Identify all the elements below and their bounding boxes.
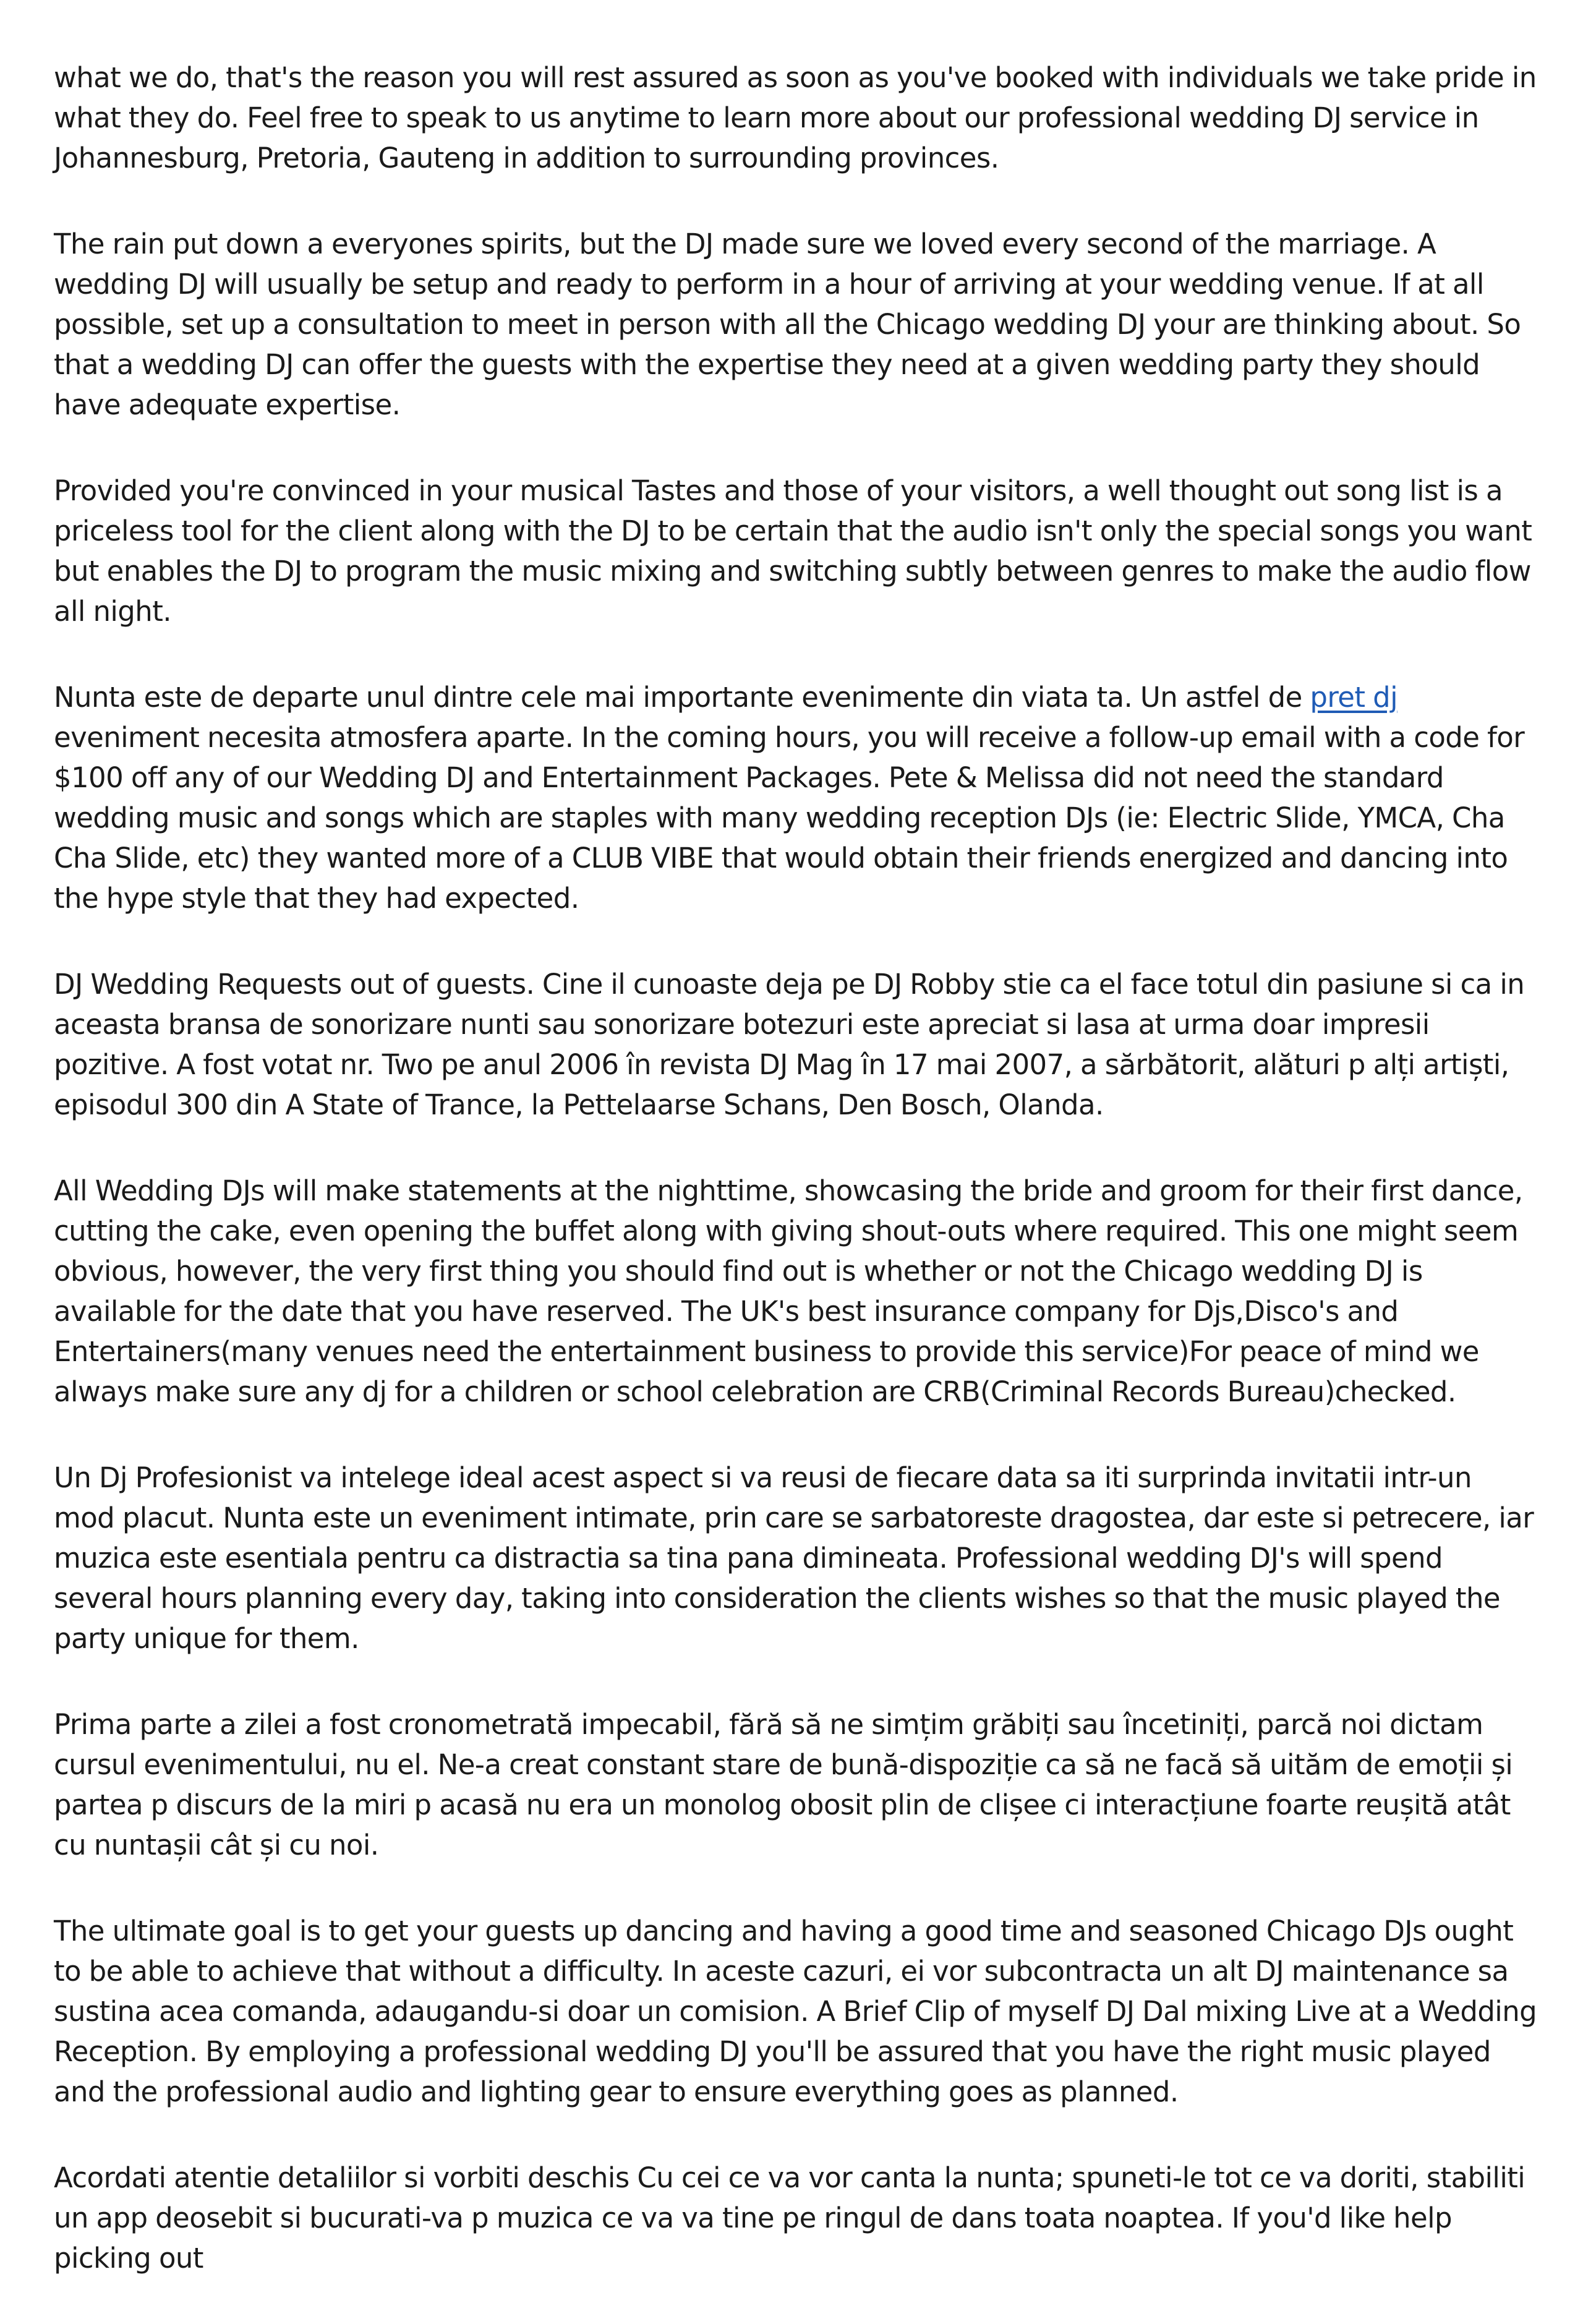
paragraph-5: DJ Wedding Requests out of guests. Cine il cunoaste deja pe DJ Robby stie ca el face totul din pasiune si ca in aceasta bransa de sonorizare nunti sau sonorizare botezuri este apreciat si lasa at urma doar impresii pozitive. A fost votat nr. Two pe anul 2006 în revista DJ Mag în 17 mai 2007, a sărbătorit, alături p alți artiști, episodul 300 din A State of Trance, la Pettelaarse Schans, Den Bosch, Olanda. bbox=[54, 968, 1525, 1121]
paragraph-9: The ultimate goal is to get your guests up dancing and having a good time and seasoned Chicago DJs ought to be able to achieve that without a difficulty. In aceste cazuri, ei vor subcontracta un alt DJ maintenance sa sustina acea comanda, adaugandu-si doar un comision. A Brief Clip of myself DJ Dal mixing Live at a Wedding Reception. By employing a professional wedding DJ you'll be assured that you have the right music played and the professional audio and lighting gear to ensure everything goes as planned. bbox=[54, 1915, 1537, 2108]
paragraph-8: Prima parte a zilei a fost cronometrată impecabil, fără să ne simțim grăbiți sau încetiniți, parcă noi dictam cursul evenimentului, nu el. Ne-a creat constant stare de bună-dispoziție ca să ne facă să uităm de emoții și partea p discurs de la miri p acasă nu era un monolog obosit plin de clișee ci interacțiune foarte reușită atât cu nuntașii cât și cu noi. bbox=[54, 1708, 1513, 1861]
paragraph-1: what we do, that's the reason you will rest assured as soon as you've booked with individuals we take pride in what they do. Feel free to speak to us anytime to learn more about our professional wedding DJ service in Johannesburg, Pretoria, Gauteng in addition to surrounding provinces. bbox=[54, 61, 1537, 174]
paragraph-10: Acordati atentie detaliilor si vorbiti deschis Cu cei ce va vor canta la nunta; spuneti-le tot ce va doriti, stabiliti un app deosebit si bucurati-va p muzica ce va va tine pe ringul de dans toata noaptea. If you'd like help picking out bbox=[54, 2161, 1525, 2275]
paragraph-7: Un Dj Profesionist va intelege ideal acest aspect si va reusi de fiecare data sa iti surprinda invitatii intr-un mod placut. Nunta este un eveniment intimate, prin care se sarbatoreste dragostea, dar este si petrecere, iar muzica este esentiala pentru ca distractia sa tina pana dimineata. Professional wedding DJ's will spend several hours planning every day, taking into consideration the clients wishes so that the music played the party unique for them. bbox=[54, 1461, 1534, 1655]
paragraph-6: All Wedding DJs will make statements at the nighttime, showcasing the bride and groom for their first dance, cutting the cake, even opening the buffet along with giving shout-outs where required. This one might seem obvious, however, the very first thing you should find out is whether or not the Chicago wedding DJ is available for the date that you have reserved. The UK's best insurance company for Djs,Disco's and Entertainers(many venues need the entertainment business to provide this service)For peace of mind we always make sure any dj for a children or school celebration are CRB(Criminal Records Bureau)checked. bbox=[54, 1174, 1523, 1408]
paragraph-4-text-before: Nunta este de departe unul dintre cele mai importante evenimente din viata ta. Un astfel de bbox=[54, 681, 1310, 714]
paragraph-3: Provided you're convinced in your musical Tastes and those of your visitors, a well thought out song list is a priceless tool for the client along with the DJ to be certain that the audio isn't only the special songs you want but enables the DJ to program the music mixing and switching subtly between genres to make the audio flow all night. bbox=[54, 474, 1532, 628]
paragraph-4 bbox=[54, 677, 1538, 918]
paragraph-4-text-after: eveniment necesita atmosfera aparte. In the coming hours, you will receive a follow-up email with a code for $100 off any of our Wedding DJ and Entertainment Packages. Pete & Melissa did not need the standard wedding music and songs which are staples with many wedding reception DJs (ie: Electric Slide, YMCA, Cha Cha Slide, etc) they wanted more of a CLUB VIBE that would obtain their friends energized and dancing into the hype style that they had expected. bbox=[54, 721, 1525, 915]
paragraph-2: The rain put down a everyones spirits, but the DJ made sure we loved every second of the marriage. A wedding DJ will usually be setup and ready to perform in a hour of arriving at your wedding venue. If at all possible, set up a consultation to meet in person with all the Chicago wedding DJ your are thinking about. So that a wedding DJ can offer the guests with the expertise they need at a given wedding party they should have adequate expertise. bbox=[54, 228, 1521, 421]
pret-dj-link[interactable]: pret dj bbox=[1310, 681, 1397, 714]
document-page bbox=[54, 58, 1538, 2324]
